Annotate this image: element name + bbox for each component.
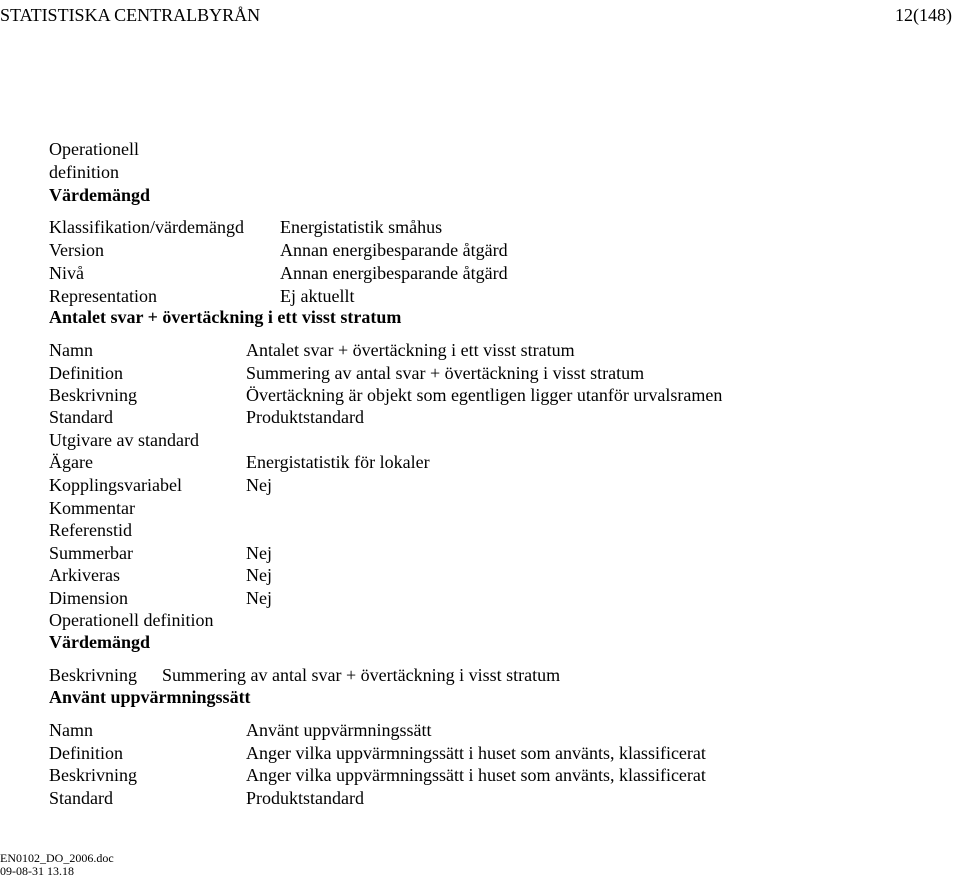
field-label-link-variable: Kopplingsvariabel [49, 475, 182, 495]
representation-label: Representation [49, 286, 157, 306]
field-label-comment: Kommentar [49, 498, 135, 518]
intro-line-2: definition [49, 162, 119, 182]
section-1-title: Antalet svar + övertäckning i ett visst stratum [49, 307, 402, 327]
s2-label-standard: Standard [49, 788, 113, 808]
field-label-reference-time: Referenstid [49, 520, 132, 540]
field-value-owner: Energistatistik för lokaler [246, 452, 430, 472]
s2-value-name: Använt uppvärmningssätt [246, 720, 432, 740]
field-label-archived: Arkiveras [49, 565, 120, 585]
page-number: 12(148) [895, 5, 952, 25]
field-label-definition: Definition [49, 363, 123, 383]
field-value-description: Övertäckning är objekt som egentligen ligger utanför urvalsramen [246, 385, 723, 405]
field-value-standard: Produktstandard [246, 407, 364, 427]
s2-value-description: Anger vilka uppvärmningssätt i huset som använts, klassificerat [246, 765, 706, 785]
version-label: Version [49, 240, 104, 260]
level-label: Nivå [49, 263, 84, 283]
s2-value-definition: Anger vilka uppvärmningssätt i huset som använts, klassificerat [246, 743, 706, 763]
intro-line-1: Operationell [49, 139, 139, 159]
classification-value: Energistatistik småhus [280, 217, 443, 237]
value-domain-description-value: Summering av antal svar + övertäckning i visst stratum [162, 665, 561, 685]
field-label-standard: Standard [49, 407, 113, 427]
field-label-standard-publisher: Utgivare av standard [49, 430, 199, 450]
intro-heading: Värdemängd [49, 185, 151, 205]
level-value: Annan energibesparande åtgärd [280, 263, 508, 283]
field-value-name: Antalet svar + övertäckning i ett visst stratum [246, 340, 575, 360]
classification-label: Klassifikation/värdemängd [49, 217, 244, 237]
footer-date: 09-08-31 13.18 [0, 864, 74, 878]
footer-filename: EN0102_DO_2006.doc [0, 851, 114, 865]
field-label-description: Beskrivning [49, 385, 137, 405]
s2-label-name: Namn [49, 720, 93, 740]
value-domain-heading: Värdemängd [49, 632, 151, 652]
field-label-operational-definition: Operationell definition [49, 610, 214, 630]
field-label-name: Namn [49, 340, 93, 360]
field-value-definition: Summering av antal svar + övertäckning i visst stratum [246, 363, 645, 383]
field-value-dimension: Nej [246, 588, 272, 608]
field-value-link-variable: Nej [246, 475, 272, 495]
field-value-archived: Nej [246, 565, 272, 585]
representation-value: Ej aktuellt [280, 286, 355, 306]
section-2-title: Använt uppvärmningssätt [49, 687, 251, 707]
field-label-summable: Summerbar [49, 543, 133, 563]
s2-value-standard: Produktstandard [246, 788, 364, 808]
s2-label-description: Beskrivning [49, 765, 137, 785]
organization-name: STATISTISKA CENTRALBYRÅN [0, 5, 261, 25]
value-domain-description-label: Beskrivning [49, 665, 137, 685]
s2-label-definition: Definition [49, 743, 123, 763]
field-label-owner: Ägare [49, 452, 93, 472]
version-value: Annan energibesparande åtgärd [280, 240, 508, 260]
field-value-summable: Nej [246, 543, 272, 563]
field-label-dimension: Dimension [49, 588, 128, 608]
